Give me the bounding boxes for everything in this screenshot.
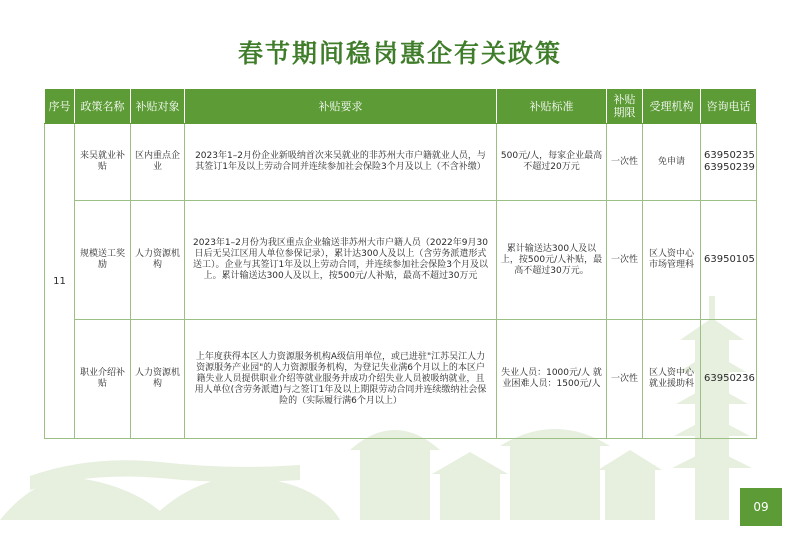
table-row: [45, 201, 757, 320]
subsidy-target: 区内重点企业: [131, 124, 185, 201]
subsidy-requirement: 2023年1–2月份为我区重点企业输送非苏州大市户籍人员（2022年9月30日后无吴江区用人单位参保记录），累计达300人及以上（含劳务派遣形式送工）。企业与其签订1年及以上劳动合同，并连续参加社会保险3个月及以上。累计输送达300人及以上，按500元/人补贴，最高不超过30万元: [185, 201, 497, 320]
header-target: 补贴对象: [131, 89, 185, 124]
subsidy-period: 一次性: [607, 320, 643, 439]
accepting-agency: 免申请: [643, 124, 701, 201]
page-title: 春节期间稳岗惠企有关政策: [237, 39, 562, 68]
subsidy-period: 一次性: [607, 201, 643, 320]
policy-name: 规模送工奖励: [75, 201, 131, 320]
header-requirement: 补贴要求: [185, 89, 497, 124]
subsidy-period: 一次性: [607, 124, 643, 201]
subsidy-requirement: 上年度获得本区人力资源服务机构A级信用单位，或已进驻"江苏吴江人力资源服务产业园"的人力资源服务机构，为登记失业满6个月以上的本区户籍失业人员提供职业介绍等就业服务并成功介绍失业人员被吸纳就业，且用人单位(含劳务派遣)与之签订1年及以上期限劳动合同并连续缴纳社会保险的（实际履行满6个月以上）: [185, 320, 497, 439]
subsidy-requirement: 2023年1–2月份企业新吸纳首次来吴就业的非苏州大市户籍就业人员，与其签订1年及以上劳动合同并连续参加社会保险3个月及以上（不含补缴）: [185, 124, 497, 201]
header-agency: 受理机构: [643, 89, 701, 124]
consult-phone: 63950236: [701, 320, 757, 439]
policy-table: [44, 88, 757, 439]
accepting-agency: 区人资中心就业援助科: [643, 320, 701, 439]
header-standard: 补贴标准: [497, 89, 607, 124]
consult-phone: 63950105: [701, 201, 757, 320]
table-row: [45, 124, 757, 201]
policy-name: 来吴就业补贴: [75, 124, 131, 201]
subsidy-standard: 失业人员：1000元/人 就业困难人员：1500元/人: [497, 320, 607, 439]
accepting-agency: 区人资中心市场管理科: [643, 201, 701, 320]
subsidy-target: 人力资源机构: [131, 201, 185, 320]
table-header-row: [45, 89, 757, 124]
table-row: [45, 320, 757, 439]
subsidy-standard: 500元/人，每家企业最高不超过20万元: [497, 124, 607, 201]
consult-phone: 63950235 63950239: [701, 124, 757, 201]
page-number: 09: [740, 488, 782, 526]
subsidy-standard: 累计输送达300人及以上，按500元/人补贴，最高不超过30万元。: [497, 201, 607, 320]
header-index: 序号: [45, 89, 75, 124]
subsidy-target: 人力资源机构: [131, 320, 185, 439]
policy-name: 职业介绍补贴: [75, 320, 131, 439]
header-policy-name: 政策名称: [75, 89, 131, 124]
header-phone: 咨询电话: [701, 89, 757, 124]
header-period: 补贴期限: [607, 89, 643, 124]
row-group-number: 11: [45, 124, 75, 439]
